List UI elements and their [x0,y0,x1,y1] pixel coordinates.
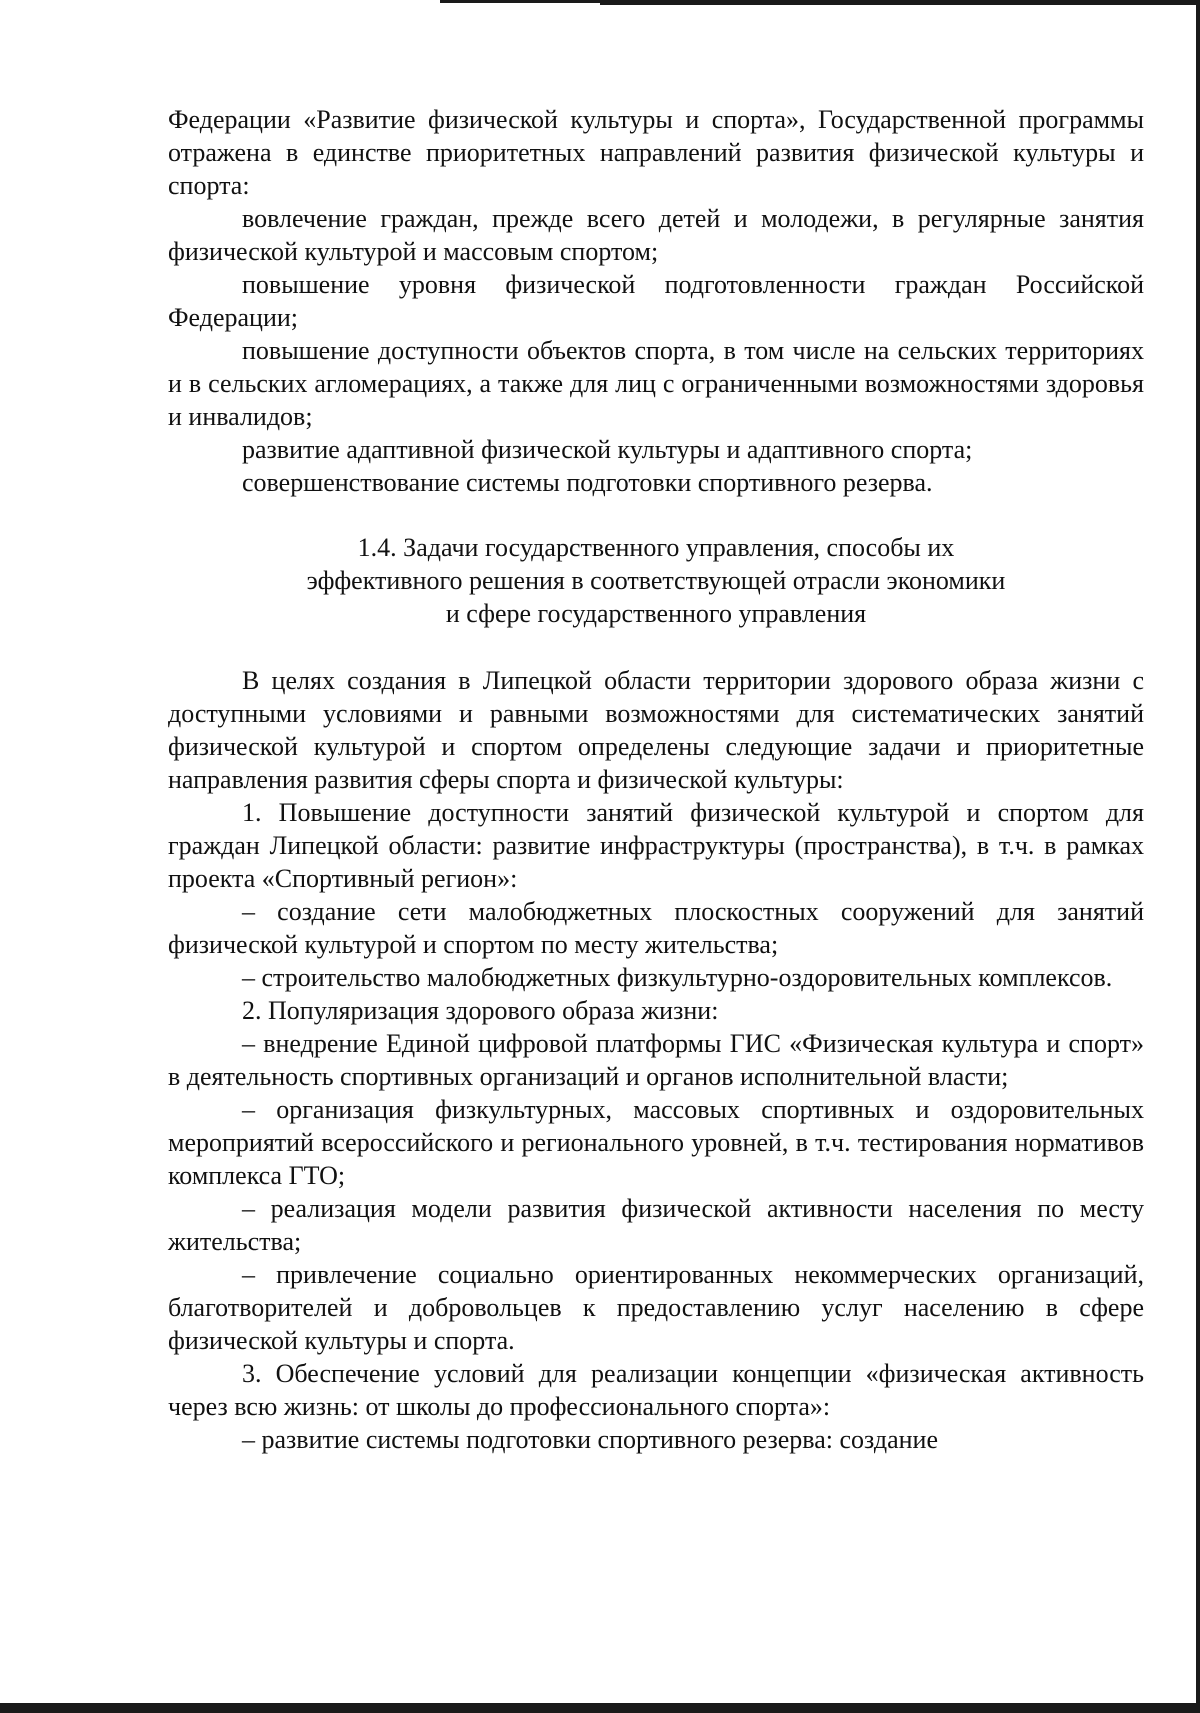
scan-artifact-bottom-edge [0,1703,1200,1713]
scan-artifact-right-edge [1196,0,1200,1713]
section-heading-line-3: и сфере государственного управления [445,599,867,628]
intro-paragraph-1: Федерации «Развитие физической культуры и спорта», Государственной программы отражена в единстве приоритетных направлений развития физической культуры и спорта: [168,105,1144,200]
intro-paragraph-5: развитие адаптивной физической культуры и адаптивного спорта; [242,435,973,464]
intro-paragraph-4: повышение доступности объектов спорта, в том числе на сельских территориях и в сельских агломерациях, а также для лиц с ограниченными возможностями здоровья и инвалидов; [168,336,1144,431]
scan-artifact-top-thick [600,0,1200,5]
task-2-paragraph: 2. Популяризация здорового образа жизни: [242,996,719,1025]
task-2-item-3: – реализация модели развития физической активности населения по месту жительства; [168,1194,1144,1256]
task-3-paragraph: 3. Обеспечение условий для реализации концепции «физическая активность через всю жизнь: от школы до профессионального спорта»: [168,1359,1144,1421]
intro-paragraph-6: совершенствование системы подготовки спортивного резерва. [242,468,933,497]
section-heading-line-1: 1.4. Задачи государственного управления, способы их [357,533,955,562]
document-page [168,103,1144,1456]
body-paragraph-1: В целях создания в Липецкой области территории здорового образа жизни с доступными условиями и равными возможностями для систематических занятий физической культурой и спортом определены следующие задачи и приоритетные направления развития сферы спорта и физической культуры: [168,666,1144,794]
section-heading [168,531,1144,630]
task-1-paragraph: 1. Повышение доступности занятий физической культурой и спортом для граждан Липецкой области: развитие инфраструктуры (пространства), в т.ч. в рамках проекта «Спортивный регион»: [168,798,1144,893]
task-2-item-2: – организация физкультурных, массовых спортивных и оздоровительных мероприятий всероссийского и регионального уровней, в т.ч. тестирования нормативов комплекса ГТО; [168,1095,1144,1190]
task-3-item-1: – развитие системы подготовки спортивного резерва: создание [242,1425,938,1454]
task-1-item-2: – строительство малобюджетных физкультурно-оздоровительных комплексов. [242,963,1113,992]
intro-paragraph-3: повышение уровня физической подготовленности граждан Российской Федерации; [168,270,1144,332]
task-2-item-4: – привлечение социально ориентированных некоммерческих организаций, благотворителей и добровольцев к предоставлению услуг населению в сфере физической культуры и спорта. [168,1260,1144,1355]
task-1-item-1: – создание сети малобюджетных плоскостных сооружений для занятий физической культурой и спортом по месту жительства; [168,897,1144,959]
task-2-item-1: – внедрение Единой цифровой платформы ГИС «Физическая культура и спорт» в деятельность спортивных организаций и органов исполнительной власти; [168,1029,1144,1091]
section-heading-line-2: эффективного решения в соответствующей отрасли экономики [306,566,1006,595]
intro-paragraph-2: вовлечение граждан, прежде всего детей и молодежи, в регулярные занятия физической культурой и массовым спортом; [168,204,1144,266]
